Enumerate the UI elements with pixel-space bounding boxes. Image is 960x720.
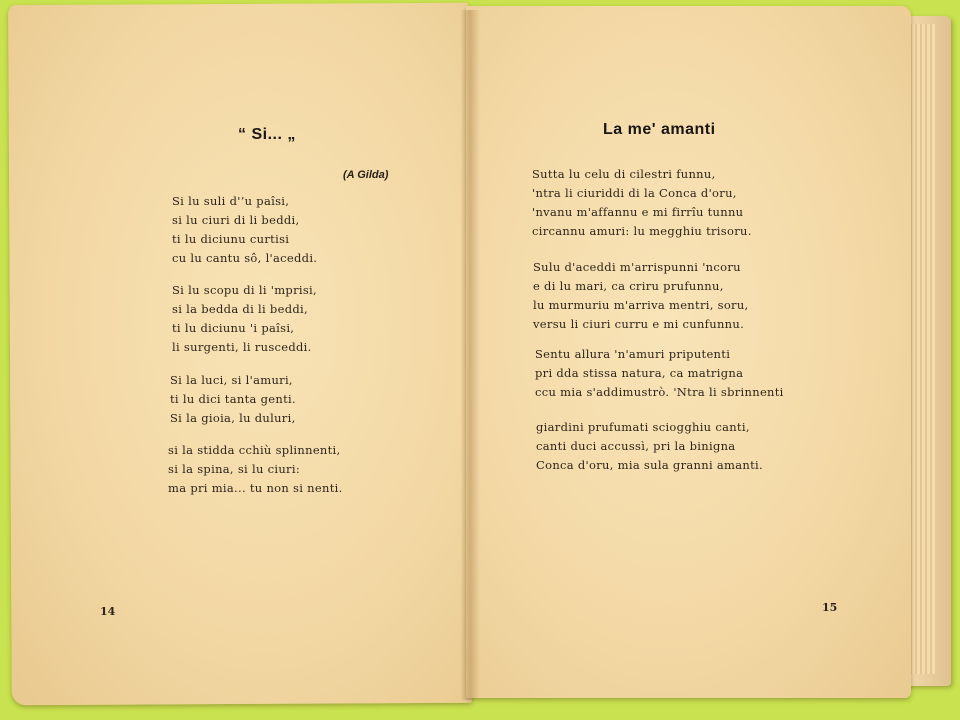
poem-line: circannu amuri: lu megghiu trisoru.	[532, 224, 752, 238]
poem-line: giardini prufumati sciogghiu canti,	[536, 420, 750, 434]
right-poem-title: La me' amanti	[603, 121, 716, 138]
poem-line: Si la gioia, lu duluri,	[170, 411, 296, 425]
poem-line: 'ntra li ciuriddi di la Conca d'oru,	[532, 186, 737, 200]
poem-line: 'nvanu m'affannu e mi firrîu tunnu	[532, 205, 744, 219]
poem-line: pri dda stissa natura, ca matrigna	[535, 366, 744, 380]
poem-line: Si la luci, si l'amuri,	[170, 373, 293, 387]
poem-line: versu li ciuri curru e mi cunfunnu.	[533, 317, 745, 331]
left-stanza-2	[172, 281, 317, 357]
poem-line: Conca d'oru, mia sula granni amanti.	[536, 458, 763, 472]
poem-line: si la bedda di li beddi,	[172, 302, 308, 316]
poem-line: canti duci accussì, pri la binigna	[536, 439, 736, 453]
left-stanza-4	[168, 441, 343, 498]
book-gutter	[460, 10, 480, 700]
poem-line: si la spina, si lu ciuri:	[168, 462, 300, 476]
right-stanza-2	[533, 258, 749, 334]
poem-line: cu lu cantu sô, l'aceddi.	[172, 251, 318, 265]
poem-line: ti lu diciunu 'i paîsi,	[172, 321, 295, 335]
poem-line: ma pri mia... tu non si nenti.	[168, 481, 343, 495]
poem-line: e di lu mari, ca criru prufunnu,	[533, 279, 724, 293]
left-poem-title: “ Si... „	[238, 126, 296, 143]
right-stanza-1	[532, 165, 752, 241]
poem-line: Sulu d'aceddi m'arrispunni 'ncoru	[533, 260, 741, 274]
poem-line: Sutta lu celu di cilestri funnu,	[532, 167, 716, 181]
poem-line: ccu mia s'addimustrò. 'Ntra li sbrinnenti	[535, 385, 784, 399]
poem-line: si lu ciuri di li beddi,	[172, 213, 300, 227]
poem-line: ti lu diciunu curtisi	[172, 232, 290, 246]
right-stanza-4	[536, 418, 763, 475]
poem-line: Sentu allura 'n'amuri priputenti	[535, 347, 731, 361]
left-stanza-3	[170, 371, 296, 428]
poem-line: si la stidda cchiù splinnenti,	[168, 443, 341, 457]
poem-line: ti lu dici tanta genti.	[170, 392, 296, 406]
poem-line: li surgenti, li rusceddi.	[172, 340, 312, 354]
poem-line: Si lu suli d'’u paîsi,	[172, 194, 290, 208]
left-stanza-1	[172, 192, 317, 268]
poem-line: Si lu scopu di li 'mprisi,	[172, 283, 317, 297]
dedication: (A Gilda)	[343, 169, 389, 181]
right-stanza-3	[535, 345, 784, 402]
right-page-number: 15	[822, 601, 838, 614]
left-page-number: 14	[100, 605, 116, 618]
poem-line: lu murmuriu m'arriva mentri, soru,	[533, 298, 749, 312]
